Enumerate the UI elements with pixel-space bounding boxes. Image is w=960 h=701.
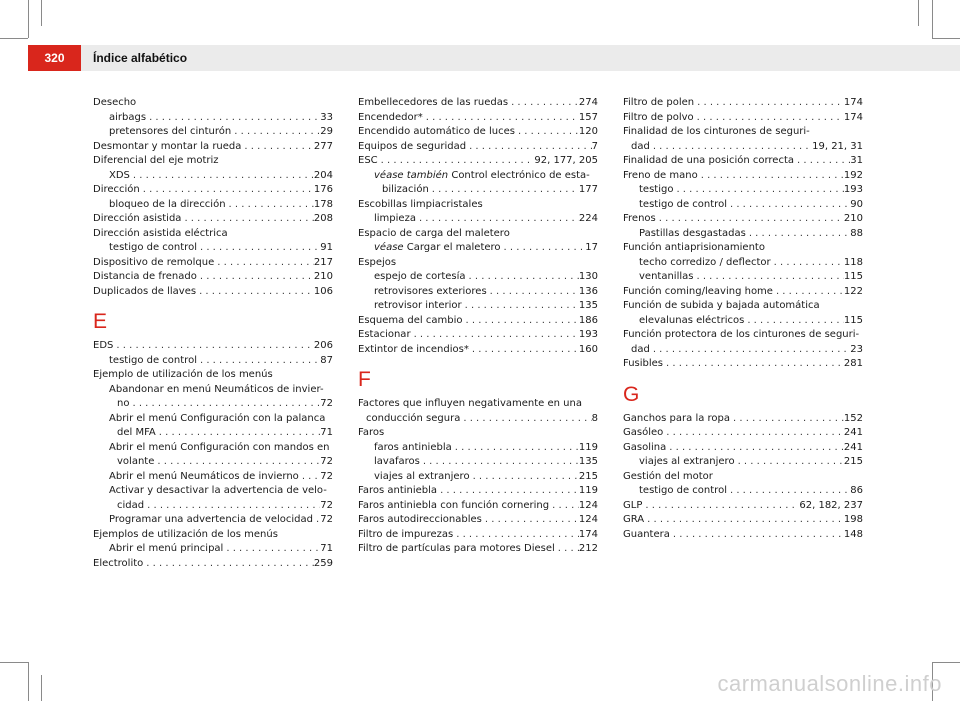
section-letter: F (358, 368, 371, 391)
index-entry[interactable]: airbags . . . 33 (93, 111, 333, 126)
index-entry[interactable]: Ganchos para la ropa . . . 152 (623, 412, 863, 427)
index-entry[interactable]: XDS . . . 204 (93, 169, 333, 184)
index-column-1 (93, 96, 333, 571)
index-entry[interactable]: Programar una advertencia de velocidad . . . 72 (93, 513, 333, 528)
index-heading: Gestión del motor (623, 470, 713, 482)
index-entry[interactable]: Freno de mano . . . 192 (623, 169, 863, 184)
index-entry[interactable]: retrovisores exteriores . . . 136 (358, 285, 598, 300)
section-letter: E (93, 310, 108, 333)
crop-mark (932, 0, 933, 38)
index-entry[interactable]: Embellecedores de las ruedas . . . 274 (358, 96, 598, 111)
index-entry[interactable]: Gasóleo . . . 241 (623, 426, 863, 441)
index-entry[interactable]: no . . . 72 (93, 397, 333, 412)
index-entry-line: Abandonar en menú Neumáticos de invier- (109, 383, 324, 395)
index-entry[interactable]: Guantera . . . 148 (623, 528, 863, 543)
index-entry-line: Abrir el menú Configuración con la palanca (109, 412, 326, 424)
index-column-3 (623, 96, 863, 542)
index-entry[interactable]: Abrir el menú Neumáticos de invierno . . . 72 (93, 470, 333, 485)
index-entry[interactable]: Equipos de seguridad . . . 7 (358, 140, 598, 155)
index-entry[interactable]: limpieza . . . 224 (358, 212, 598, 227)
index-entry[interactable]: dad . . . 23 (623, 343, 863, 358)
index-heading: Faros (358, 427, 385, 438)
index-entry[interactable]: lavafaros . . . 135 (358, 455, 598, 470)
crop-mark (28, 0, 29, 38)
index-heading: Espejos (358, 256, 397, 268)
section-letter: G (623, 382, 640, 406)
watermark: carmanualsonline.info (717, 671, 942, 696)
index-entry[interactable]: elevalunas eléctricos . . . 115 (623, 314, 863, 329)
index-heading: Desecho (93, 97, 137, 108)
index-entry[interactable]: Estacionar . . . 193 (358, 328, 598, 343)
index-entry[interactable]: Filtro de polen . . . 174 (623, 96, 863, 111)
index-entry[interactable]: EDS . . . 206 (93, 339, 333, 354)
crop-mark (918, 0, 919, 26)
index-heading: Escobillas limpiacristales (358, 198, 483, 210)
index-heading: Función de subida y bajada automática (623, 300, 820, 311)
index-entry[interactable]: Filtro de impurezas . . . 174 (358, 528, 598, 543)
index-entry[interactable]: Abrir el menú principal . . . 71 (93, 542, 333, 557)
index-heading: Ejemplo de utilización de los menús (93, 369, 273, 380)
index-entry-line: Abrir el menú Configuración con mandos en (109, 441, 330, 453)
index-entry[interactable]: testigo de control . . . 90 (623, 198, 863, 213)
crop-mark (28, 662, 29, 701)
index-entry[interactable]: del MFA . . . 71 (93, 426, 333, 441)
index-entry[interactable]: viajes al extranjero . . . 215 (358, 470, 598, 485)
index-entry[interactable]: Gasolina . . . 241 (623, 441, 863, 456)
index-entry[interactable]: techo corredizo / deflector . . . 118 (623, 256, 863, 271)
index-entry[interactable]: dad . . . 19, 21, 31 (623, 140, 863, 155)
index-entry[interactable]: Faros autodireccionables . . . 124 (358, 513, 598, 528)
index-entry[interactable]: pretensores del cinturón . . . 29 (93, 125, 333, 140)
index-heading: Ejemplos de utilización de los menús (93, 528, 278, 540)
index-entry[interactable]: ESC . . . 92, 177, 205 (358, 154, 598, 169)
index-entry[interactable]: Filtro de partículas para motores Diesel . . . 212 (358, 542, 598, 557)
index-entry[interactable]: Encendido automático de luces . . . 120 (358, 125, 598, 140)
index-heading: Función antiaprisionamiento (623, 242, 765, 253)
index-heading: Función protectora de los cinturones de seguri- (623, 329, 860, 340)
index-column-2 (358, 96, 598, 557)
index-entry[interactable]: viajes al extranjero . . . 215 (623, 455, 863, 470)
see-also-line: véase también Control electrónico de esta- (374, 169, 590, 181)
crop-mark (41, 0, 42, 26)
index-entry[interactable]: Dirección asistida . . . 208 (93, 212, 333, 227)
index-entry[interactable]: ventanillas . . . 115 (623, 270, 863, 285)
index-heading: Finalidad de los cinturones de seguri- (623, 126, 810, 137)
index-entry-line: Activar y desactivar la advertencia de velo- (109, 485, 327, 496)
index-entry[interactable]: Dispositivo de remolque . . . 217 (93, 256, 333, 271)
index-entry[interactable]: Encendedor* . . . 157 (358, 111, 598, 126)
index-entry[interactable]: Función coming/leaving home . . . 122 (623, 285, 863, 300)
crop-mark (41, 675, 42, 701)
index-entry[interactable]: Esquema del cambio . . . 186 (358, 314, 598, 329)
page-title: Índice alfabético (93, 51, 188, 65)
index-heading: Diferencial del eje motriz (93, 155, 219, 166)
index-entry[interactable]: véase Cargar el maletero . . . 17 (358, 241, 598, 256)
index-entry[interactable]: testigo de control . . . 87 (93, 354, 333, 369)
index-entry[interactable]: Pastillas desgastadas . . . 88 (623, 227, 863, 242)
index-entry[interactable]: Dirección . . . 176 (93, 183, 333, 198)
index-entry[interactable]: Faros antiniebla . . . 119 (358, 484, 598, 499)
index-entry[interactable]: espejo de cortesía . . . 130 (358, 270, 598, 285)
index-entry[interactable]: volante . . . 72 (93, 455, 333, 470)
crop-mark (0, 38, 28, 39)
index-entry[interactable]: Frenos . . . 210 (623, 212, 863, 227)
index-heading: Factores que influyen negativamente en una (358, 398, 582, 409)
index-entry[interactable]: conducción segura . . . 8 (358, 412, 598, 427)
index-heading: Dirección asistida eléctrica (93, 227, 228, 239)
index-entry[interactable]: Finalidad de una posición correcta . . . 31 (623, 154, 863, 169)
index-entry[interactable]: Desmontar y montar la rueda . . . 277 (93, 140, 333, 155)
index-entry[interactable]: testigo . . . 193 (623, 183, 863, 198)
page-number: 320 (28, 45, 81, 71)
index-entry[interactable]: Duplicados de llaves . . . 106 (93, 285, 333, 300)
index-entry[interactable]: bilización . . . 177 (358, 183, 598, 198)
index-entry[interactable]: bloqueo de la dirección . . . 178 (93, 198, 333, 213)
index-entry[interactable]: retrovisor interior . . . 135 (358, 299, 598, 314)
index-entry[interactable]: GLP . . . 62, 182, 237 (623, 499, 863, 514)
index-entry[interactable]: cidad . . . 72 (93, 499, 333, 514)
index-entry[interactable]: testigo de control . . . 86 (623, 484, 863, 499)
index-entry[interactable]: Fusibles . . . 281 (623, 357, 863, 372)
index-entry[interactable]: Filtro de polvo . . . 174 (623, 111, 863, 126)
index-entry[interactable]: Electrolito . . . 259 (93, 557, 333, 572)
index-entry[interactable]: faros antiniebla . . . 119 (358, 441, 598, 456)
index-heading: Espacio de carga del maletero (358, 227, 510, 239)
index-entry[interactable]: Distancia de frenado . . . 210 (93, 270, 333, 285)
crop-mark (932, 662, 960, 663)
index-entry[interactable]: Extintor de incendios* . . . 160 (358, 343, 598, 358)
index-entry[interactable]: testigo de control . . . 91 (93, 241, 333, 256)
index-entry[interactable]: GRA . . . 198 (623, 513, 863, 528)
crop-mark (0, 662, 28, 663)
crop-mark (932, 38, 960, 39)
index-entry[interactable]: Faros antiniebla con función cornering . . . 124 (358, 499, 598, 514)
